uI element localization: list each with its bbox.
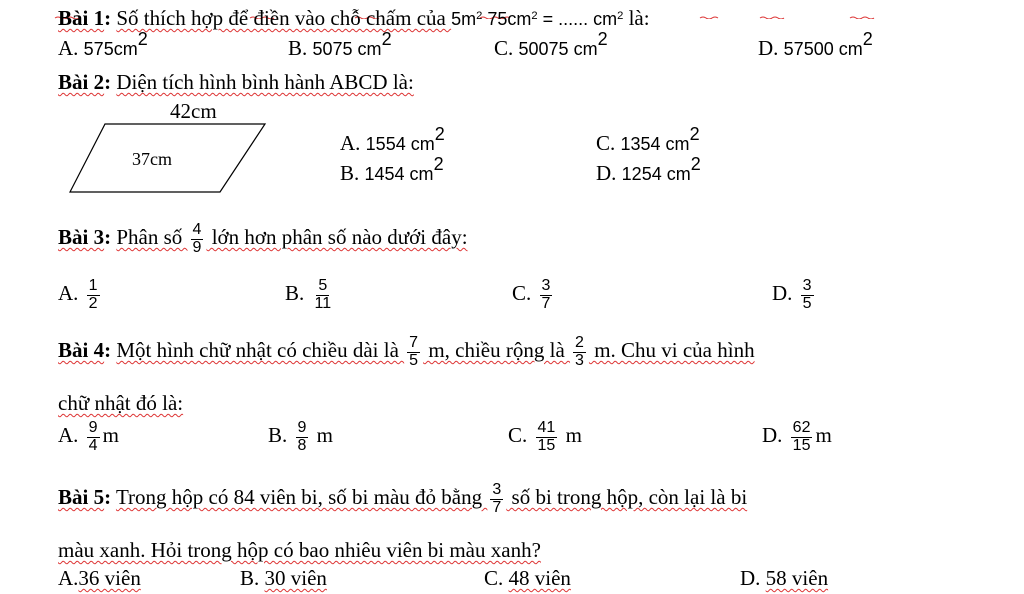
q5-option-b: [240, 568, 327, 589]
q2-option-c-value: 1354 cm: [620, 134, 690, 154]
q5-frac-den: 7: [492, 498, 502, 516]
q4-option-c-num: 41: [537, 419, 556, 436]
q1-expr-a-exp: 2: [476, 9, 483, 22]
q4-text1: Một hình chữ nhật có chiều dài là: [116, 338, 405, 363]
q1-title: Bài 1: [58, 6, 105, 30]
q2-option-c: [596, 124, 700, 155]
q1-line: Bài 1: Số thích hợp để điền vào chỗ chấm của $5m^2$ $75cm^2$ = ...... $cm^2$ là:: [58, 6, 650, 30]
q4-text3: m. Chu vi của hình: [588, 338, 755, 363]
q4-option-c-unit: m: [565, 423, 582, 448]
q3-option-a-den: 2: [88, 294, 98, 312]
q4-option-c-frac: [536, 420, 558, 455]
q4-line1: Bài 4: Một hình chữ nhật có chiều dài là $\frac{7}{5}$ m, chiều rộng là $\frac{2}{3}$ m. Chu vi của hình: [58, 334, 755, 369]
q5-text2: số bi trong hộp, còn lại là bi: [506, 485, 748, 510]
q4-option-a-num: 9: [88, 419, 98, 436]
q1-option-d-value: 57500 cm: [783, 39, 863, 59]
q4-option-b-frac: [296, 420, 309, 455]
q2-option-b-letter: B.: [340, 161, 360, 185]
q5-fraction: [490, 482, 503, 517]
q5-option-c: [484, 568, 571, 589]
q1-option-d-exp: 2: [862, 29, 873, 50]
q3-option-b-letter: B.: [285, 281, 305, 306]
q1-expr-eq-exp: 2: [617, 9, 624, 22]
q4-wid-num: 2: [575, 334, 584, 351]
q1-tail: là:: [623, 6, 650, 30]
q1-option-b-letter: B.: [288, 36, 308, 60]
q4-option-a-unit: m: [102, 423, 119, 448]
q4-option-b-unit: m: [316, 423, 334, 448]
q4-text2: m, chiều rộng là: [423, 338, 571, 363]
q1-option-b: [288, 29, 392, 60]
q4-width-frac: [573, 335, 586, 370]
q3-option-c-den: 7: [541, 294, 551, 312]
q4-option-a-frac: [87, 420, 100, 455]
q4-option-a-letter: A.: [58, 423, 79, 448]
q3-option-d-den: 5: [802, 294, 812, 312]
q2-option-d-exp: 2: [690, 154, 701, 175]
q4-option-d-frac: [791, 420, 813, 455]
q4-option-d-den: 15: [792, 436, 811, 454]
q2-option-b-value: 1454 cm: [364, 164, 434, 184]
q4-option-b: [268, 420, 333, 455]
q5-option-a-letter: A.: [58, 566, 79, 590]
q3-line: Bài 3: Phân số $\frac{4}{9}$ lớn hơn phân số nào dưới đây:: [58, 221, 468, 256]
q4-length-frac: [407, 335, 420, 370]
q1-expression: [451, 9, 623, 29]
q3-option-c: [512, 278, 555, 313]
q2-option-a-value: 1554 cm: [365, 134, 435, 154]
q4-line2: [58, 393, 183, 414]
q3-title: Bài 3: [58, 225, 105, 250]
q4-option-d: [762, 420, 832, 455]
q3-text-before: Phân số: [116, 225, 188, 250]
q2-option-d: [596, 154, 701, 185]
q1-option-d: [758, 29, 873, 60]
q4-title: Bài 4: [58, 338, 105, 363]
q4-len-den: 5: [409, 351, 419, 369]
q3-option-a-frac: [87, 278, 100, 313]
q3-option-a-num: 1: [88, 277, 98, 294]
q2-option-a-letter: A.: [340, 131, 361, 155]
q2-title: Bài 2: [58, 70, 105, 94]
q1-expr-b: 75cm: [482, 9, 532, 29]
q5-option-d-value: 58 viên: [765, 566, 829, 590]
q1-option-a-exp: 2: [137, 29, 148, 50]
q3-option-b-den: 11: [314, 294, 332, 312]
q2-option-d-letter: D.: [596, 161, 617, 185]
q5-title: Bài 5: [58, 485, 105, 510]
q2-line: Bài 2: Diện tích hình bình hành ABCD là:: [58, 70, 414, 94]
q4-option-b-letter: B.: [268, 423, 288, 448]
q3-option-b-frac: [313, 278, 334, 313]
q1-expr-eq: = ...... cm: [537, 9, 618, 29]
q4-option-c: [508, 420, 582, 455]
q2-option-d-value: 1254 cm: [621, 164, 691, 184]
q3-option-c-num: 3: [541, 277, 551, 294]
q5-frac-num: 3: [492, 481, 502, 498]
q2-option-c-exp: 2: [689, 124, 700, 145]
q4-option-d-num: 62: [792, 419, 811, 436]
q5-option-d: [740, 568, 828, 589]
q4-line2-text: chữ nhật đó là:: [58, 391, 184, 415]
q5-option-b-value: 30 viên: [264, 566, 327, 590]
q3-fraction: [191, 222, 204, 257]
q5-option-c-letter: C.: [484, 566, 504, 590]
q2-base-label: 42cm: [170, 99, 217, 123]
q2-option-b: [340, 154, 444, 185]
q2-text: Diện tích hình bình hành ABCD là:: [116, 70, 414, 94]
q3-option-b: [285, 278, 336, 313]
q5-option-a: [58, 568, 141, 589]
q5-option-c-value: 48 viên: [508, 566, 571, 590]
q1-expr-a: 5m: [451, 9, 477, 29]
q3-text-after: lớn hơn phân số nào dưới đây:: [206, 225, 468, 250]
q1-option-b-value: 5075 cm: [312, 39, 382, 59]
q5-line2-text: màu xanh. Hỏi trong hộp có bao nhiêu viên bi màu xanh?: [58, 538, 541, 562]
q1-option-a: [58, 29, 148, 60]
q5-option-b-letter: B.: [240, 566, 260, 590]
q4-option-b-num: 9: [297, 419, 307, 436]
q2-option-c-letter: C.: [596, 131, 616, 155]
q3-option-d-letter: D.: [772, 281, 793, 306]
q2-option-a: [340, 124, 445, 155]
q3-frac-num: 4: [192, 221, 202, 238]
q3-option-c-letter: C.: [512, 281, 532, 306]
q3-option-d: [772, 278, 817, 313]
q1-option-c: [494, 29, 608, 60]
q2-height-label: 37cm: [132, 149, 172, 169]
q3-option-c-frac: [540, 278, 553, 313]
q5-line2: [58, 540, 541, 561]
q3-option-b-num: 5: [318, 277, 328, 294]
q2-option-b-exp: 2: [433, 154, 444, 175]
q1-option-a-letter: A.: [58, 36, 79, 60]
q1-option-c-exp: 2: [597, 29, 608, 50]
q3-option-a: [58, 278, 103, 313]
q1-option-a-value: 575cm: [83, 39, 138, 59]
q3-option-a-letter: A.: [58, 281, 79, 306]
q5-option-d-letter: D.: [740, 566, 761, 590]
q4-wid-den: 3: [575, 351, 584, 369]
q4-option-a: [58, 420, 119, 455]
q4-option-d-letter: D.: [762, 423, 783, 448]
q4-option-a-den: 4: [88, 436, 98, 454]
q3-option-d-frac: [801, 278, 814, 313]
q3-option-d-num: 3: [802, 277, 812, 294]
q4-option-b-den: 8: [297, 436, 307, 454]
top-cropped-squiggles: [0, 0, 1024, 3]
q5-line1: Bài 5: Trong hộp có 84 viên bi, số bi màu đỏ bằng $\frac{3}{7}$ số bi trong hộp, còn lại là bi: [58, 481, 748, 516]
q4-option-d-unit: m: [815, 423, 832, 448]
q1-option-c-letter: C.: [494, 36, 514, 60]
q1-text: Số thích hợp để điền vào chỗ chấm của: [116, 6, 452, 30]
q1-option-d-letter: D.: [758, 36, 779, 60]
q2-option-a-exp: 2: [434, 124, 445, 145]
q4-option-c-letter: C.: [508, 423, 528, 448]
q1-option-b-exp: 2: [381, 29, 392, 50]
q3-frac-den: 9: [192, 238, 202, 256]
q1-expr-b-exp: 2: [531, 9, 538, 22]
q5-text1: Trong hộp có 84 viên bi, số bi màu đỏ bằng: [115, 485, 488, 510]
q4-len-num: 7: [409, 334, 419, 351]
q5-option-a-value: 36 viên: [78, 566, 141, 590]
q4-option-c-den: 15: [537, 436, 556, 454]
q1-option-c-value: 50075 cm: [518, 39, 598, 59]
